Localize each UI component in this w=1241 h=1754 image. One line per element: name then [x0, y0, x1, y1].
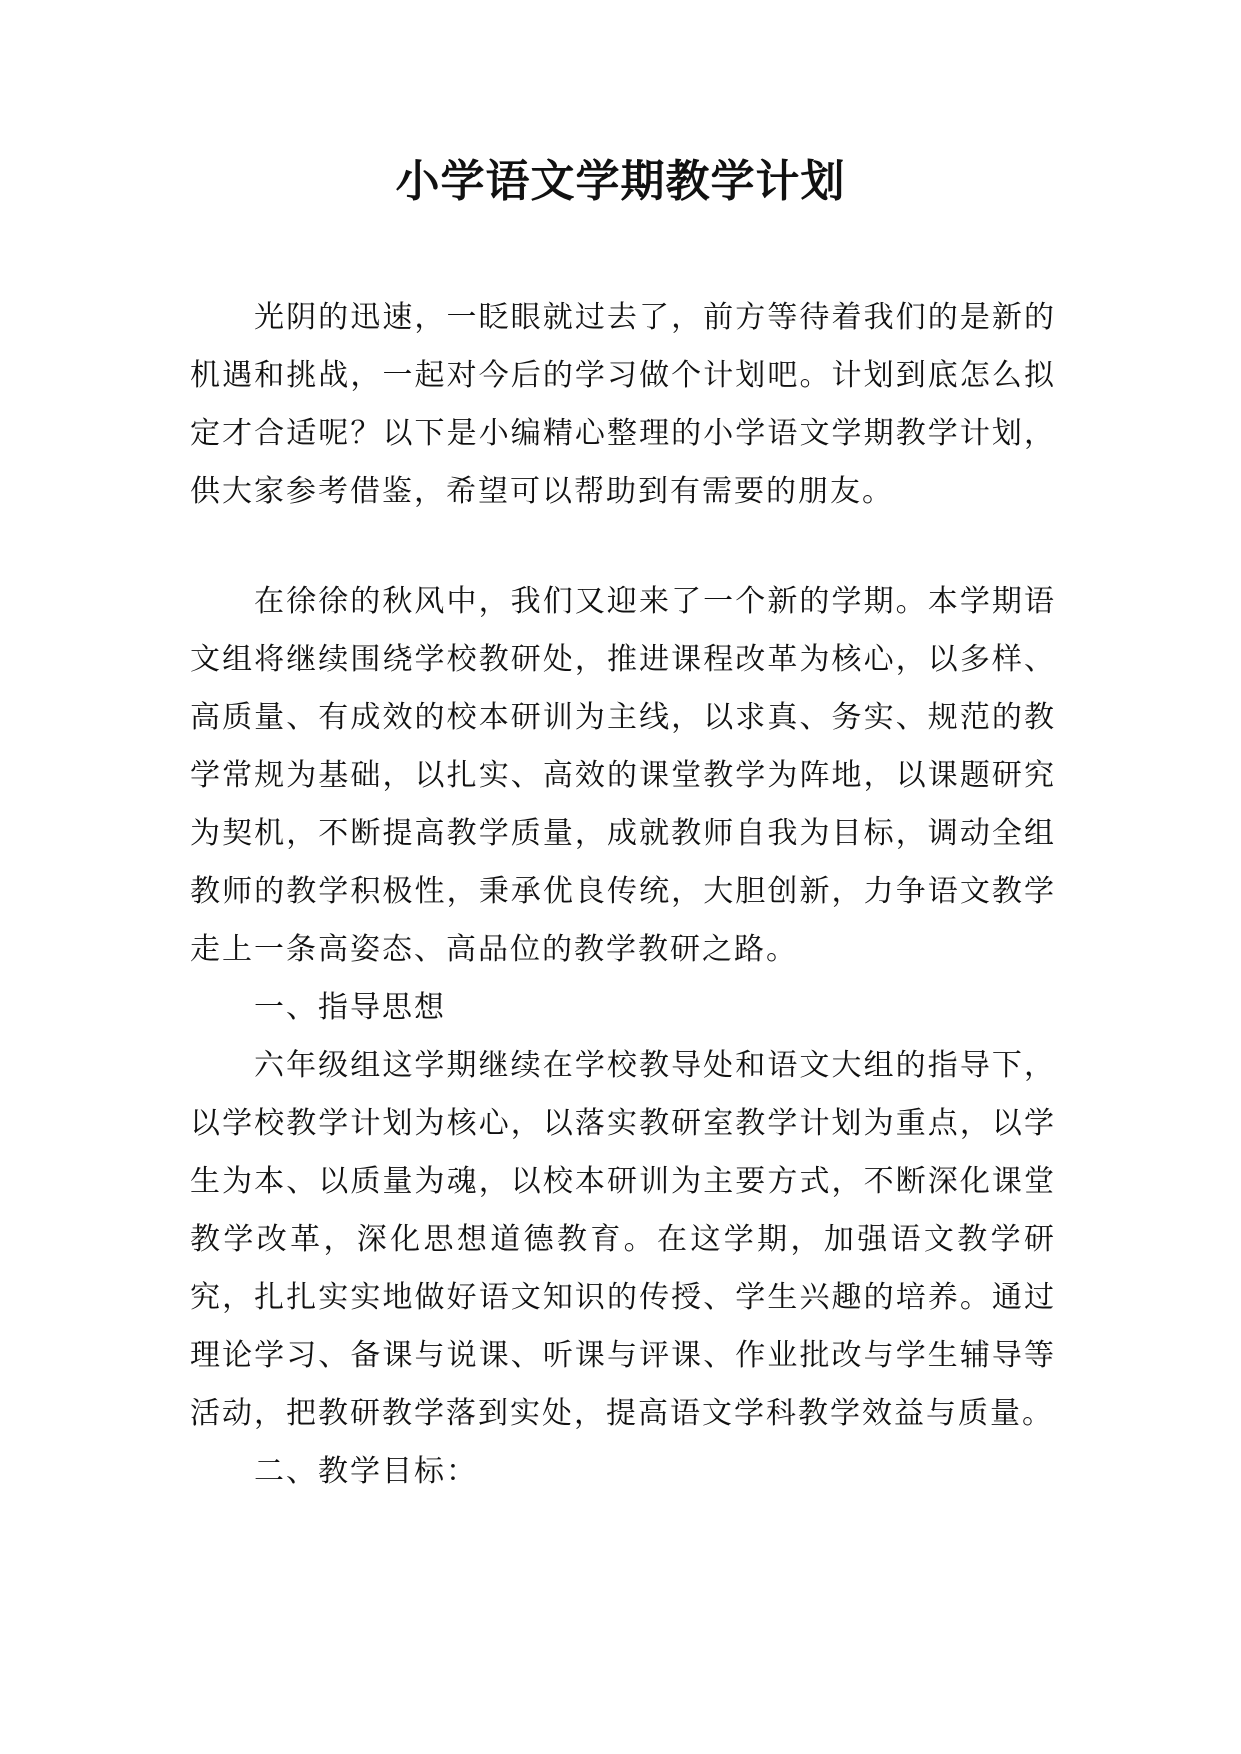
section-heading: 二、教学目标：	[254, 1454, 478, 1489]
body-paragraph: 在徐徐的秋风中，我们又迎来了一个新的学期。本学期语文组将继续围绕学校教研处，推进课程改革为核心，以多样、高质量、有成效的校本研训为主线，以求真、务实、规范的教学常规为基础，以扎实、高效的课堂教学为阵地，以课题研究为契机，不断提高教学质量，成就教师自我为目标，调动全组教师的教学积极性，秉承优良传统，大胆创新，力争语文教学走上一条高姿态、高品位的教学教研之路。	[190, 584, 1056, 967]
intro-paragraph: 光阴的迅速，一眨眼就过去了，前方等待着我们的是新的机遇和挑战，一起对今后的学习做个计划吧。计划到底怎么拟定才合适呢？以下是小编精心整理的小学语文学期教学计划，供大家参考借鉴，希望可以帮助到有需要的朋友。	[190, 300, 1056, 509]
main-content	[190, 573, 1056, 1501]
intro-block	[190, 289, 1056, 521]
document-title: 小学语文学期教学计划	[395, 156, 846, 207]
body-paragraph: 六年级组这学期继续在学校教导处和语文大组的指导下，以学校教学计划为核心，以落实教研室教学计划为重点，以学生为本、以质量为魂，以校本研训为主要方式，不断深化课堂教学改革，深化思想道德教育。在这学期，加强语文教学研究，扎扎实实地做好语文知识的传授、学生兴趣的培养。通过理论学习、备课与说课、听课与评课、作业批改与学生辅导等活动，把教研教学落到实处，提高语文学科教学效益与质量。	[190, 1048, 1056, 1431]
section-heading: 一、指导思想	[254, 990, 446, 1025]
